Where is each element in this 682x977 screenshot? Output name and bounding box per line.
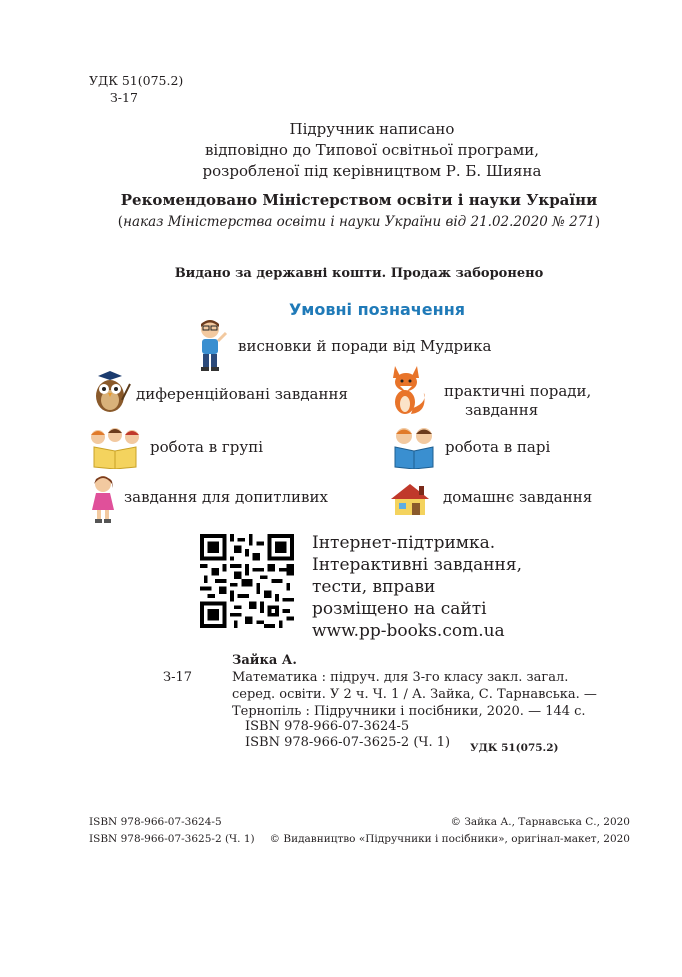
web-line: розміщено на сайті [312,599,487,619]
house-icon [389,482,431,516]
catalog-line: Тернопіль : Підручники і посібники, 2020. — 144 с. [232,704,586,719]
boy-wise-icon [193,318,229,372]
udk-header [89,72,183,106]
order-text: наказ Міністерства освіти і науки України від 21.02.2020 № 271 [123,214,595,230]
catalog-isbn: ISBN 978-966-07-3624-5 [245,719,410,734]
legend-practical-line1: практичні поради, [444,382,592,400]
catalog-udk: УДК 51(075.2) [470,742,559,754]
legend-practical-line2: завдання [465,401,539,419]
catalog-author: Зайка А. [232,653,297,668]
qr-code-icon[interactable] [200,534,294,628]
catalog-line: серед. освіти. У 2 ч. Ч. 1 / А. Зайка, С. Тарнавська. — [232,687,597,702]
website-link[interactable]: www.pp-books.com.ua [312,621,505,641]
intro-line: відповідно до Типової освітньої програми, [204,141,540,159]
recommendation: Рекомендовано Міністерством освіти і науки України [120,191,598,209]
group-work-icon [88,425,142,469]
ministry-order [0,214,682,230]
order-close: ) [594,214,601,230]
curious-girl-icon [90,474,118,524]
legend-differentiated: диференційовані завдання [136,385,348,403]
catalog-line: Математика : підруч. для 3-го класу закл. загал. [232,670,569,685]
order-open: ( [117,214,124,230]
web-line: Інтернет-підтримка. [312,533,496,553]
footer-isbn: ISBN 978-966-07-3624-5 [89,816,222,828]
intro-line: розробленої під керівництвом Р. Б. Шияна [202,162,542,180]
legend-pair: робота в парі [445,438,551,456]
fox-icon [385,362,429,418]
catalog-code: З-17 [110,90,138,105]
web-line: Інтерактивні завдання, [312,555,523,575]
state-funded-notice: Видано за державні кошти. Продаж заборонено [174,266,544,281]
legend-group: робота в групі [150,438,263,456]
intro-block [0,119,682,182]
intro-line: Підручник написано [289,120,455,138]
footer-copyright: © Видавництво «Підручники і посібники», оригінал-макет, 2020 [269,833,630,845]
legend-homework: домашнє завдання [443,488,593,506]
legend-conclusions: висновки й поради від Мудрика [238,337,492,355]
owl-icon [88,370,132,414]
pair-work-icon [390,425,438,469]
catalog-isbn: ISBN 978-966-07-3625-2 (Ч. 1) [245,735,451,750]
web-line: тести, вправи [312,577,436,597]
legend-title: Умовні позначення [288,300,466,319]
catalog-code-left: З-17 [163,670,193,685]
web-support-block [312,532,522,642]
footer-isbn: ISBN 978-966-07-3625-2 (Ч. 1) [89,833,255,845]
legend-curious: завдання для допитливих [124,488,328,506]
footer-copyright: © Зайка А., Тарнавська С., 2020 [450,816,630,828]
udk-code: УДК 51(075.2) [89,73,184,88]
